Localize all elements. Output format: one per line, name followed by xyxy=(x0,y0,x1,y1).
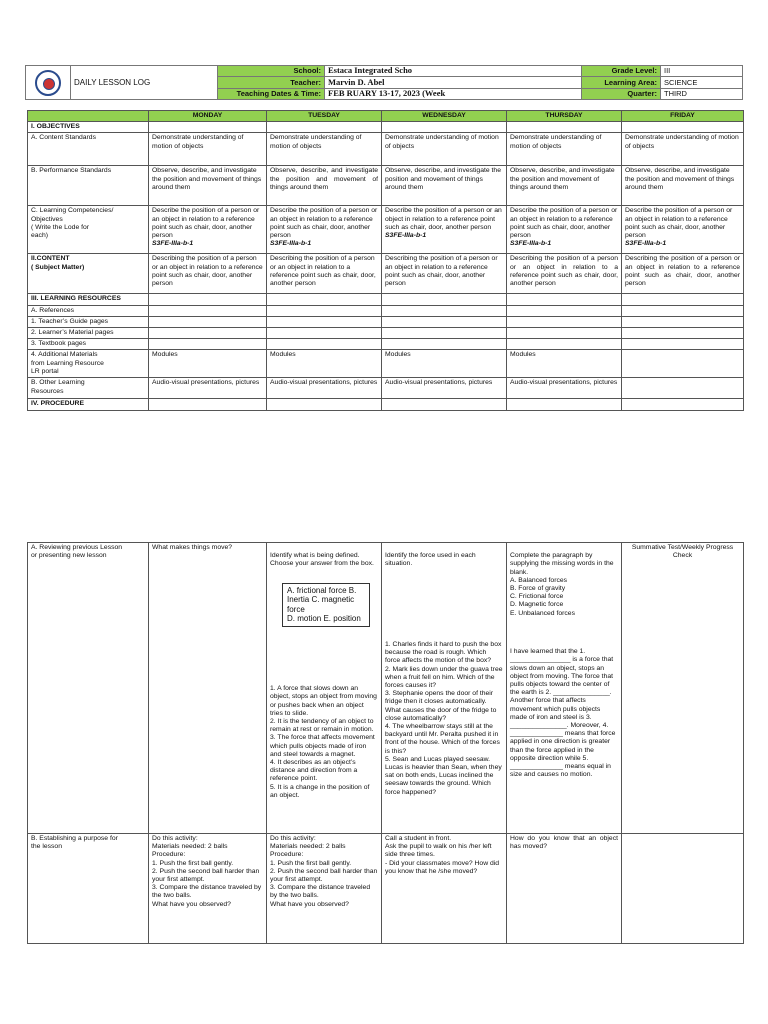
row-label: 2. Learner’s Material pages xyxy=(28,328,149,339)
wednesday-reviewing xyxy=(382,543,507,834)
row-label: 3. Textbook pages xyxy=(28,339,149,350)
thursday-instructions: Complete the paragraph by supplying the missing words in the blank. A. Balanced forces B. Force of gravity C. Frictional force D. Magnetic force E. Unbalanced forces xyxy=(510,552,614,617)
row-label: B. Performance Standards xyxy=(28,166,149,206)
tuesday-instructions: Identify what is being defined. Choose your answer from the box. xyxy=(270,552,374,568)
row-label: B. Establishing a purpose for the lesson xyxy=(28,834,149,944)
cell-text: Audio-visual presentations, pictures xyxy=(149,378,267,399)
row-label: A. Content Standards xyxy=(28,133,149,166)
day-friday: FRIDAY xyxy=(622,111,744,122)
establishing-row xyxy=(28,834,744,944)
wednesday-items: 1. Charles finds it hard to push the box because the road is rough. Which force affects the motion of the box? 2. Mark lies down under the guava tree when a fruit fell on him. Which of the forces causes it? 3. Stephanie opens the door of their fridge then it closes automatically. What causes the door of the fridge to close automatically? 4. The wheelbarrow stays still at the backyard until Mr. Peralta pushed it in front of the house. Which of the forces is this? 5. Sean and Lucas played seesaw. Lucas is heavier than Sean, when they sat on both ends, Lucas inclined the seesaw towards the ground. Which force happened? xyxy=(385,641,503,796)
cell-text: Describe the position of a person or an object in relation to a reference point such as chair, door, another person S3FE-IIIa-b-1 xyxy=(507,206,622,254)
thursday-establishing: How do you know that an object has moved? xyxy=(507,834,622,944)
cell-text: Audio-visual presentations, pictures xyxy=(507,378,622,399)
quarter-label: Quarter: xyxy=(582,88,661,99)
performance-standards-row xyxy=(28,166,744,206)
cell-text: Describe the position of a person or an object in relation to a reference point such as chair, door, another person S3FE-IIIa-b-1 xyxy=(267,206,382,254)
competency-code: S3FE-IIIa-b-1 xyxy=(270,240,312,248)
competency-code: S3FE-IIIa-b-1 xyxy=(385,232,427,240)
area-label: Learning Area: xyxy=(582,77,661,88)
grade-value: III xyxy=(661,66,743,77)
quarter-value: THIRD xyxy=(661,88,743,99)
wednesday-instructions: Identify the force used in each situation. xyxy=(385,552,476,568)
tuesday-items: 1. A force that slows down an object, stops an object from moving or pushes back when an object tries to slide. 2. It is the tendency of an object to remain at rest or remain in motion. 3. The force that affects movement which pulls objects made of iron and steel towards a magnet. 4. It describes as an object’s distance and direction from a reference point. 5. It is a change in the position of an object. xyxy=(270,685,377,799)
dates-value: FEB RUARY 13-17, 2023 (Week xyxy=(325,88,582,99)
row-label: C. Learning Competencies/ Objectives ( Write the Lode for each) xyxy=(28,206,149,254)
cell-text: Describing the position of a person or an object in relation to a reference point such as chair, door, another person xyxy=(267,254,382,294)
tuesday-establishing: Do this activity: Materials needed: 2 balls Procedure: 1. Push the first ball gently. 2. Push the second ball harder than your first attempt. 3. Compare the distance traveled by the two balls. What have you observed? xyxy=(267,834,382,944)
cell-text: Describing the position of a person or an object in relation to a reference point such as chair, door, another person xyxy=(622,254,744,294)
competencies-row xyxy=(28,206,744,254)
cell-text: Observe, describe, and investigate the position and movement of things around them xyxy=(149,166,267,206)
row-label: 1. Teacher’s Guide pages xyxy=(28,316,149,327)
objectives-heading: I. OBJECTIVES xyxy=(28,122,149,133)
grade-label: Grade Level: xyxy=(582,66,661,77)
dates-label: Teaching Dates & Time: xyxy=(218,88,325,99)
day-thursday: THURSDAY xyxy=(507,111,622,122)
cell-text: Observe, describe, and investigate the position and movement of things around them xyxy=(507,166,622,206)
header-table xyxy=(25,65,743,100)
area-value: SCIENCE xyxy=(661,77,743,88)
other-resources-row xyxy=(28,378,744,399)
row-label: A. Reviewing previous Lesson or presenting new lesson xyxy=(28,543,149,834)
cell-text: Demonstrate understanding of motion of objects xyxy=(622,133,744,166)
deped-seal-icon xyxy=(26,66,71,100)
page-title: DAILY LESSON LOG xyxy=(71,66,218,100)
procedure-heading: IV. PROCEDURE xyxy=(28,399,149,410)
cell-text: Describing the position of a person or an object in relation to a reference point such as chair, door, another person xyxy=(149,254,267,294)
teacher-label: Teacher: xyxy=(218,77,325,88)
cell-text: Audio-visual presentations, pictures xyxy=(382,378,507,399)
reviewing-row xyxy=(28,543,744,834)
cell-text: Describing the position of a person or an object in relation to a reference point such as chair, door, another person xyxy=(507,254,622,294)
row-label: B. Other Learning Resources xyxy=(28,378,149,399)
school-label: School: xyxy=(218,66,325,77)
tuesday-reviewing xyxy=(267,543,382,834)
cell-text: Demonstrate understanding of motion of objects xyxy=(267,133,382,166)
content-standards-row xyxy=(28,133,744,166)
friday-reviewing: Summative Test/Weekly Progress Check xyxy=(622,543,744,834)
cell-text: Audio-visual presentations, pictures xyxy=(267,378,382,399)
cell-text: Modules xyxy=(267,350,382,378)
cell-text: Demonstrate understanding of motion of objects xyxy=(149,133,267,166)
cell-text: Modules xyxy=(149,350,267,378)
competency-code: S3FE-IIIa-b-1 xyxy=(625,240,667,248)
cell-text: Describe the position of a person or an object in relation to a reference point such as chair, door, another person S3FE-IIIa-b-1 xyxy=(622,206,744,254)
competency-code: S3FE-IIIa-b-1 xyxy=(510,240,552,248)
procedure-table xyxy=(27,542,744,944)
cell-text: Describe the position of a person or an object in relation to a reference point such as chair, door, another person S3FE-IIIa-b-1 xyxy=(149,206,267,254)
additional-materials-row xyxy=(28,350,744,378)
thursday-reviewing xyxy=(507,543,622,834)
row-label: II.CONTENT ( Subject Matter) xyxy=(28,254,149,294)
monday-establishing: Do this activity: Materials needed: 2 balls Procedure: 1. Push the first ball gently. 2. Push the second ball harder than your first attempt. 3. Compare the distance traveled by the two balls. What have you observed? xyxy=(149,834,267,944)
day-header-row xyxy=(28,111,744,122)
cell-text: Modules xyxy=(507,350,622,378)
school-value: Estaca Integrated Scho xyxy=(325,66,582,77)
answer-choices-box: A. frictional force B. Inertia C. magnetic force D. motion E. position xyxy=(282,583,370,627)
cell-text: Describing the position of a person or an object in relation to a reference point such as chair, door, another person xyxy=(382,254,507,294)
objectives-table xyxy=(27,110,744,411)
cell-text: Observe, describe, and investigate the position and movement of things around them xyxy=(382,166,507,206)
cell-text: Demonstrate understanding of motion of objects xyxy=(507,133,622,166)
day-wednesday: WEDNESDAY xyxy=(382,111,507,122)
resources-heading: III. LEARNING RESOURCES xyxy=(28,294,149,305)
day-monday: MONDAY xyxy=(149,111,267,122)
content-row xyxy=(28,254,744,294)
row-label: 4. Additional Materials from Learning Resource LR portal xyxy=(28,350,149,378)
thursday-paragraph: I have learned that the 1. ________________ is a force that slows down an object, stops an object from moving. The force that pulls objects toward the center of the earth is 2. _______________. Another force that affects movement which pulls objects made of iron and steel is 3. _______________. Moreover, 4. ______________ means that force applied in one direction is greater than the force applied in the opposite direction while 5. ______________ means equal in size and causes no motion. xyxy=(510,648,616,779)
competency-code: S3FE-IIIa-b-1 xyxy=(152,240,194,248)
cell-text: Modules xyxy=(382,350,507,378)
day-tuesday: TUESDAY xyxy=(267,111,382,122)
cell-text: Describe the position of a person or an object in relation to a reference point such as chair, door, another person S3FE-IIIa-b-1 xyxy=(382,206,507,254)
monday-reviewing: What makes things move? xyxy=(149,543,267,834)
cell-text: Observe, describe, and investigate the position and movement of things around them xyxy=(267,166,382,206)
row-label: A. References xyxy=(28,305,149,316)
teacher-value: Marvin D. Abel xyxy=(325,77,582,88)
wednesday-establishing: Call a student in front. Ask the pupil to walk on his /her left side three times. - Did your classmates move? How did you know that he /she moved? xyxy=(382,834,507,944)
cell-text: Observe, describe, and investigate the position and movement of things around them xyxy=(622,166,744,206)
cell-text: Demonstrate understanding of motion of objects xyxy=(382,133,507,166)
